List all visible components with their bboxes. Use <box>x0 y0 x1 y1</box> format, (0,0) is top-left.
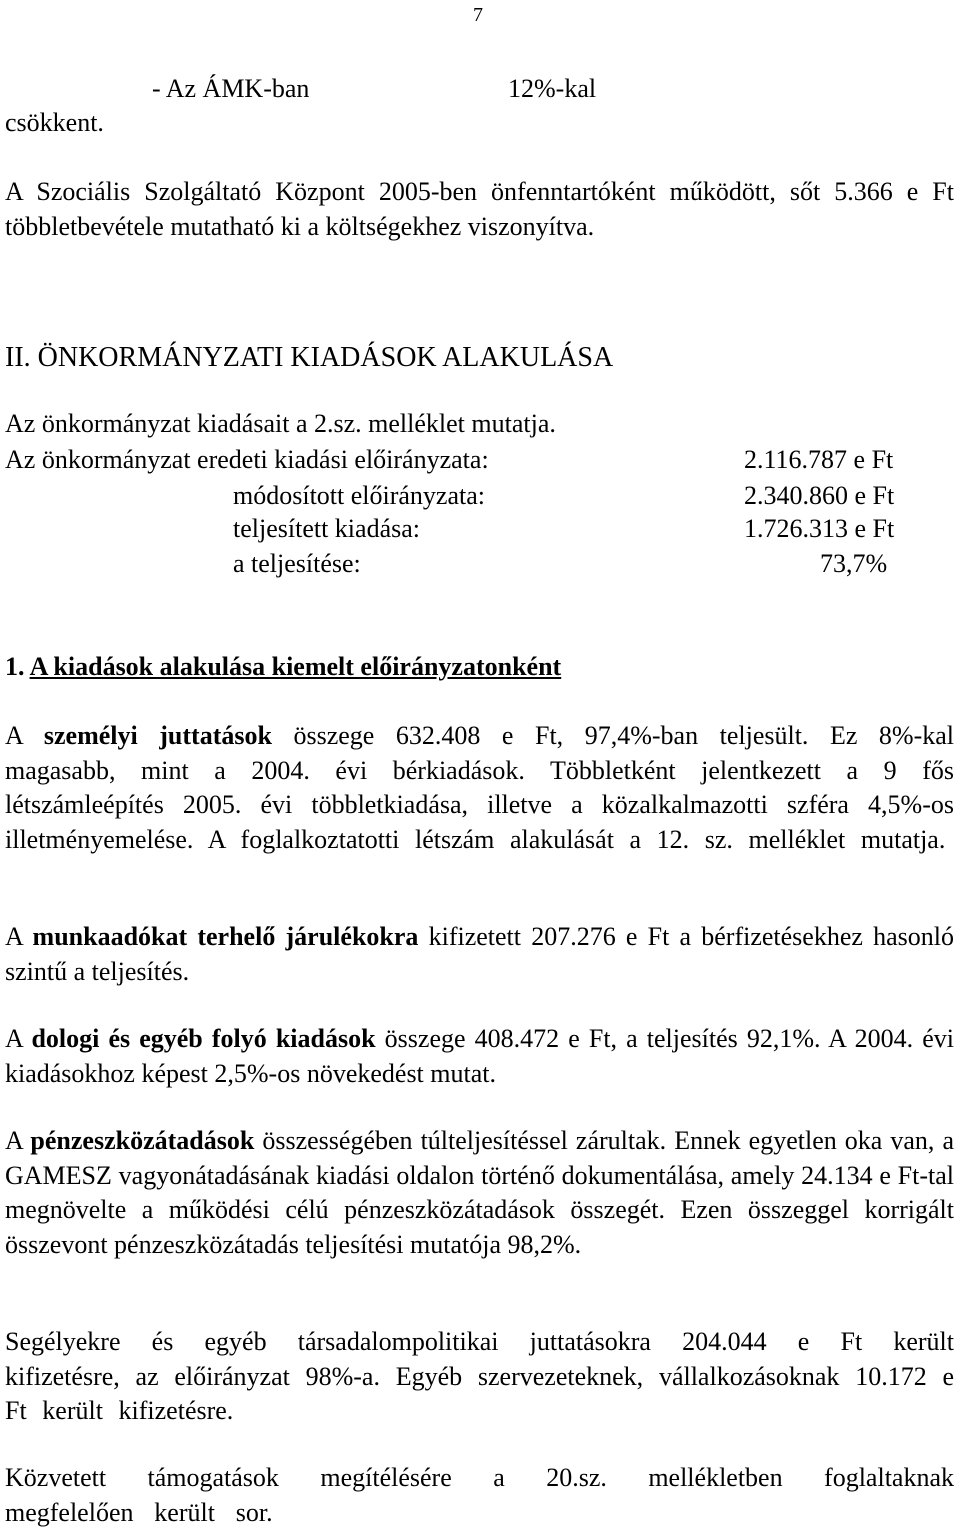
paragraph-personal-text: összege 632.408 e Ft, 97,4%-ban teljesült. Ez 8%-kal magasabb, mint a 2004. évi bérkiadások. Többletként jelentkezett a 9 fős létszámleépítés 2005. évi többletkiadása, illetve a közalkalmazotti szféra 4,5%-os illetményemelése. A foglalkoztatotti létszám alakulását a 12. sz. melléklet mutatja. <box>5 721 954 854</box>
list-item-amk-continuation: csökkent. <box>5 108 104 137</box>
subsection-number: 1. <box>5 652 25 681</box>
paragraph-material-lead: A <box>5 1024 23 1053</box>
paragraph-personal-bold: személyi juttatások <box>43 721 272 750</box>
summary-label-original: Az önkormányzat eredeti kiadási előirányzata: <box>5 445 489 474</box>
summary-label-fulfilled: teljesített kiadása: <box>233 514 420 543</box>
intro-paragraph: A Szociális Szolgáltató Központ 2005-ben önfenntartóként működött, sőt 5.366 e Ft többletbevétele mutatható ki a költségekhez viszonyítva. <box>5 177 954 241</box>
list-item-amk: - Az ÁMK-ban <box>152 74 310 103</box>
paragraph-aid: Segélyekre és egyéb társadalompolitikai juttatásokra 204.044 e Ft került kifizetésre, az előirányzat 98%-a. Egyéb szervezeteknek, vállalkozásoknak 10.172 e Ft került kifizetésre. <box>5 1327 954 1425</box>
list-item-amk-percent: 12%-kal <box>508 74 597 103</box>
paragraph-contributions-text: kifizetett 207.276 e Ft a bérfizetésekhez hasonló szintű a teljesítés. <box>5 922 954 986</box>
section-lead: Az önkormányzat kiadásait a 2.sz. melléklet mutatja. <box>5 409 556 438</box>
subsection-title: A kiadások alakulása kiemelt előirányzatonként <box>29 652 562 681</box>
paragraph-contributions-lead: A <box>5 922 23 951</box>
paragraph-material-text: összege 408.472 e Ft, a teljesítés 92,1%. A 2004. évi kiadásokhoz képest 2,5%-os növekedést mutat. <box>5 1024 954 1088</box>
paragraph-personal-lead: A <box>5 721 23 750</box>
section-title: II. ÖNKORMÁNYZATI KIADÁSOK ALAKULÁSA <box>5 342 614 373</box>
paragraph-transfers <box>5 1124 954 1262</box>
summary-value-fulfilled: 1.726.313 e Ft <box>744 514 895 543</box>
summary-label-modified: módosított előirányzata: <box>233 481 485 510</box>
summary-value-modified: 2.340.860 e Ft <box>744 481 895 510</box>
paragraph-material-bold: dologi és egyéb folyó kiadások <box>31 1024 376 1053</box>
paragraph-transfers-text: összességében túlteljesítéssel zárultak. Ennek egyetlen oka van, a GAMESZ vagyonátadásának kiadási oldalon történő dokumentálása, amely 24.134 e Ft-tal megnövelte a működési célú pénzeszközátadások összegét. Ezen összeggel korrigált összevont pénzeszközátadás teljesítési mutatója 98,2%. <box>5 1126 955 1259</box>
paragraph-indirect: Közvetett támogatások megítélésére a 20.sz. mellékletben foglaltaknak megfelelően került sor. <box>5 1463 954 1527</box>
paragraph-contributions <box>5 920 954 989</box>
summary-label-rate: a teljesítése: <box>233 549 361 578</box>
summary-value-original: 2.116.787 e Ft <box>744 445 894 474</box>
paragraph-personal <box>5 719 954 857</box>
paragraph-contributions-bold: munkaadókat terhelő járulékokra <box>32 922 419 951</box>
summary-value-rate: 73,7% <box>820 549 888 578</box>
paragraph-material <box>5 1022 954 1091</box>
subsection-heading <box>5 652 561 682</box>
paragraph-transfers-bold: pénzeszközátadások <box>30 1126 255 1155</box>
page-number: 7 <box>473 4 483 26</box>
paragraph-transfers-lead: A <box>5 1126 23 1155</box>
